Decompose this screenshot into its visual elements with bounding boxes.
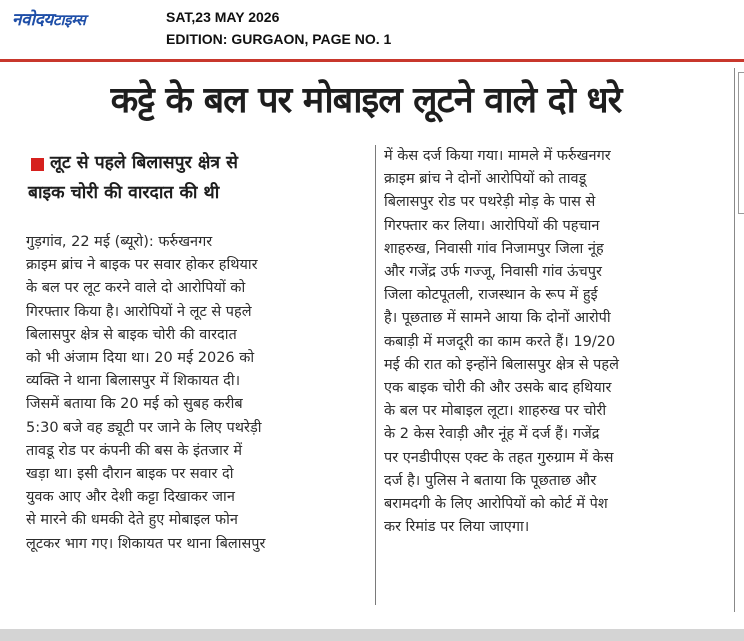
article-column-right bbox=[384, 145, 714, 539]
subheadline-text: लूट से पहले बिलासपुर क्षेत्र से बाइक चोरी की वारदात की थी bbox=[28, 153, 238, 203]
article-paragraph: में केस दर्ज किया गया। मामले में फर्रुखनगर क्राइम ब्रांच ने दोनों आरोपियों को तावडू बिलासपुर रोड पर पथरेड़ी मोड़ के पास से गिरफ्तार कर लिया। आरोपियों की पहचान शाहरुख, निवासी गांव निजामपुर जिला नूंह और गजेंद्र उर्फ गज्जू, निवासी गांव ऊंचपुर जिला कोटपूतली, राजस्थान के रूप में हुई है। पूछताछ में सामने आया कि दोनों आरोपी कबाड़ी में मजदूरी का काम करते हैं। 19/20 मई की रात को इन्होंने बिलासपुर क्षेत्र से पहले एक बाइक चोरी की और उसके बाद हथियार के बल पर मोबाइल लूटा। शाहरुख पर चोरी के 2 केस रेवाड़ी और नूंह में दर्ज हैं। गजेंद्र पर एनडीपीएस एक्ट के तहत गुरुग्राम में केस दर्ज है। पुलिस ने बताया कि पूछताछ और बरामदगी के लिए आरोपियों को कोर्ट में पेश कर रिमांड पर लिया जाएगा। bbox=[384, 148, 619, 536]
edition-info: EDITION: GURGAON, PAGE NO. 1 bbox=[166, 31, 392, 47]
article-paragraph: जिसमें बताया कि 20 मई को सुबह करीब 5:30 बजे वह ड्यूटी पर जाने के लिए पथरेड़ी तावडू रोड पर कंपनी की बस के इंतजार में खड़ा था। इसी दौरान बाइक पर सवार दो युवक आए और देशी कट्टा दिखाकर जान से मारने की धमकी देते हुए मोबाइल फोन लूटकर भाग गए। शिकायत पर थाना बिलासपुर bbox=[26, 396, 266, 552]
article-column-left bbox=[26, 231, 359, 556]
newspaper-logo bbox=[12, 7, 86, 30]
masthead bbox=[0, 0, 744, 58]
column-divider bbox=[375, 145, 376, 605]
article-headline: कट्टे के बल पर मोबाइल लूटने वाले दो धरे bbox=[110, 80, 622, 121]
next-article-edge bbox=[0, 629, 744, 641]
article-paragraph: गुड़गांव, 22 मई (ब्यूरो): फर्रुखनगर क्राइम ब्रांच ने बाइक पर सवार होकर हथियार के बल पर लूट करने वाले दो आरोपियों को गिरफ्तार किया है। आरोपियों ने लूट से पहले बिलासपुर क्षेत्र से बाइक चोरी की वारदात को भी अंजाम दिया था। 20 मई 2026 को व्यक्ति ने थाना बिलासपुर में शिकायत दी। bbox=[26, 234, 258, 390]
article-subheadline bbox=[28, 148, 378, 208]
edition-date: SAT,23 MAY 2026 bbox=[166, 9, 280, 25]
logo-text-primary: नवोदय bbox=[12, 10, 53, 30]
adjacent-article-edge bbox=[734, 68, 744, 612]
logo-text-secondary: टाइम्स bbox=[52, 11, 86, 29]
masthead-divider bbox=[0, 59, 744, 62]
